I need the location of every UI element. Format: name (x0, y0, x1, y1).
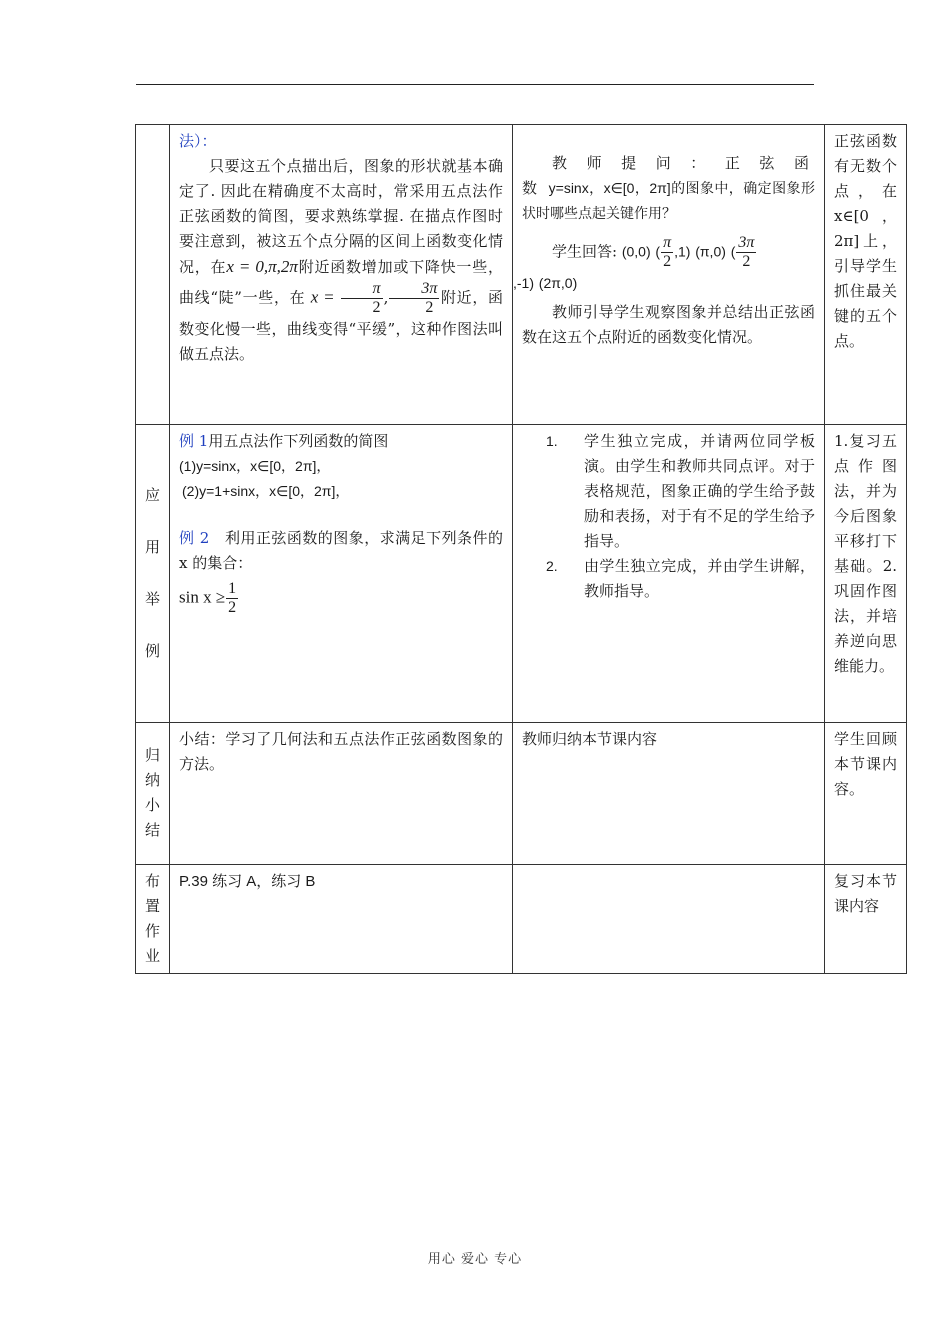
math-x-eq: x = (310, 287, 340, 307)
content-cell-summary: 小结：学习了几何法和五点法作正弦函数图象的方法。 (170, 723, 513, 865)
student-answer-cont: ,-1) (2π,0) (513, 275, 578, 291)
teacher-cell-homework (513, 865, 825, 974)
student-answer: 学生回答: (0,0) ( $\frac{\pi}{2}$ ,1) (π,0) ( $\frac{3\pi}{2}$ (552, 234, 755, 270)
fraction-3pi-over-2: $\frac{3\pi}{2}$ (389, 280, 439, 317)
row-homework (136, 865, 907, 974)
teacher-step: 1. 学生独立完成，并请两位同学板演。由学生和教师共同点评。对于表格规范，图象正确的学生给予鼓励和表扬，对于有不足的学生给予指导。 (546, 432, 815, 550)
intent-cell-summary: 学生回顾本节课内容。 (825, 723, 907, 865)
row-summary (136, 723, 907, 865)
header-rule (136, 84, 814, 85)
example-1-item-1: (1)y=sinx，x∈[0，2π]， (179, 458, 331, 474)
intent-cell-five-point: 正弦函数有无数个点，在x∈[0，2π]上，引导学生抓住最关键的五个点。 (825, 125, 907, 425)
teacher-guidance: 教师引导学生观察图象并总结出正弦函数在这五个点附近的函数变化情况。 (522, 303, 815, 346)
answer-fraction-3pi-over-2: $\frac{3\pi}{2}$ (738, 234, 755, 270)
teacher-steps (522, 429, 815, 604)
example-2: 例 2 利用正弦函数的图象，求满足下列条件的 x 的集合： (179, 529, 503, 572)
stage-cell-application: 应 用 举 例 (136, 425, 170, 723)
math-x-values: x = 0,π,2π (226, 257, 298, 276)
content-paragraph: 只要这五个点描出后，图象的形状就基本确定了. 因此在精确度不太高时，常采用五点法作正弦函数的简图，要求熟练掌握. 在描点作图时要注意到，被这五个点分隔的区间上函数变化情况，在x = 0,π,2π附近函数增加或下降快一些，曲线“陡”一些，在 x = $\frac{\pi}{2}$ , $\frac{3\pi}{2}$ 附近，函数变化慢一些，曲线变得“平缓”，这种作图法叫做五点法。 (179, 157, 503, 363)
teacher-step: 2. 由学生独立完成，并由学生讲解，教师指导。 (546, 557, 815, 600)
content-cell-homework: P.39 练习 A，练习 B (170, 865, 513, 974)
example-1-label: 例 1 (179, 432, 209, 450)
content-cell-application (170, 425, 513, 723)
example-2-label: 例 2 (179, 529, 210, 547)
stage-cell-homework: 布 置 作 业 (136, 865, 170, 974)
paragraph-part-c: 附近，函数变化慢一些，曲线变得“平缓”，这种作图法叫做五点法。 (179, 288, 503, 363)
answer-fraction-pi-over-2: $\frac{\pi}{2}$ (663, 234, 672, 270)
intent-cell-homework: 复习本节课内容 (825, 865, 907, 974)
fraction-pi-over-2: $\frac{\pi}{2}$ (341, 280, 383, 317)
teacher-cell-five-point (513, 125, 825, 425)
teacher-question: 教 师 提 问 ： 正 弦 函 数 y=sinx，x∈[0，2π]的图象中，确定图象形状时哪些点起关键作用？ (522, 154, 815, 221)
example-1: 例 1用五点法作下列函数的简图 (179, 432, 389, 450)
intent-cell-application: 1.复习五点作图法，并为今后图象平移打下基础。2.巩固作图法，并培养逆向思维能力。 (825, 425, 907, 723)
row-five-point (136, 125, 907, 425)
fraction-one-half: $\frac{1}{2}$ (228, 580, 237, 616)
example-1-item-2: (2)y=1+sinx，x∈[0，2π]， (182, 483, 350, 499)
content-cell-five-point (170, 125, 513, 425)
stage-cell-summary: 归 纳 小 结 (136, 723, 170, 865)
teacher-cell-application (513, 425, 825, 723)
page-footer: 用心 爱心 专心 (427, 1252, 523, 1267)
stage-cell-empty (136, 125, 170, 425)
row-application (136, 425, 907, 723)
lesson-plan-table (135, 124, 907, 974)
content-heading: 法）： (179, 132, 217, 150)
paragraph-part-a: 只要这五个点描出后，图象的形状就基本确定了. 因此在精确度不太高时，常采用五点法作正弦函数的简图，要求熟练掌握. 在描点作图时要注意到，被这五个点分隔的区间上函数变化情况，在 (179, 157, 503, 276)
teacher-cell-summary: 教师归纳本节课内容 (513, 723, 825, 865)
paragraph-part-b: 附近函数增加或下降快一些，曲线“陡”一些，在 (179, 258, 503, 307)
example-2-inequality: sin x ≥ $\frac{1}{2}$ (179, 580, 237, 616)
